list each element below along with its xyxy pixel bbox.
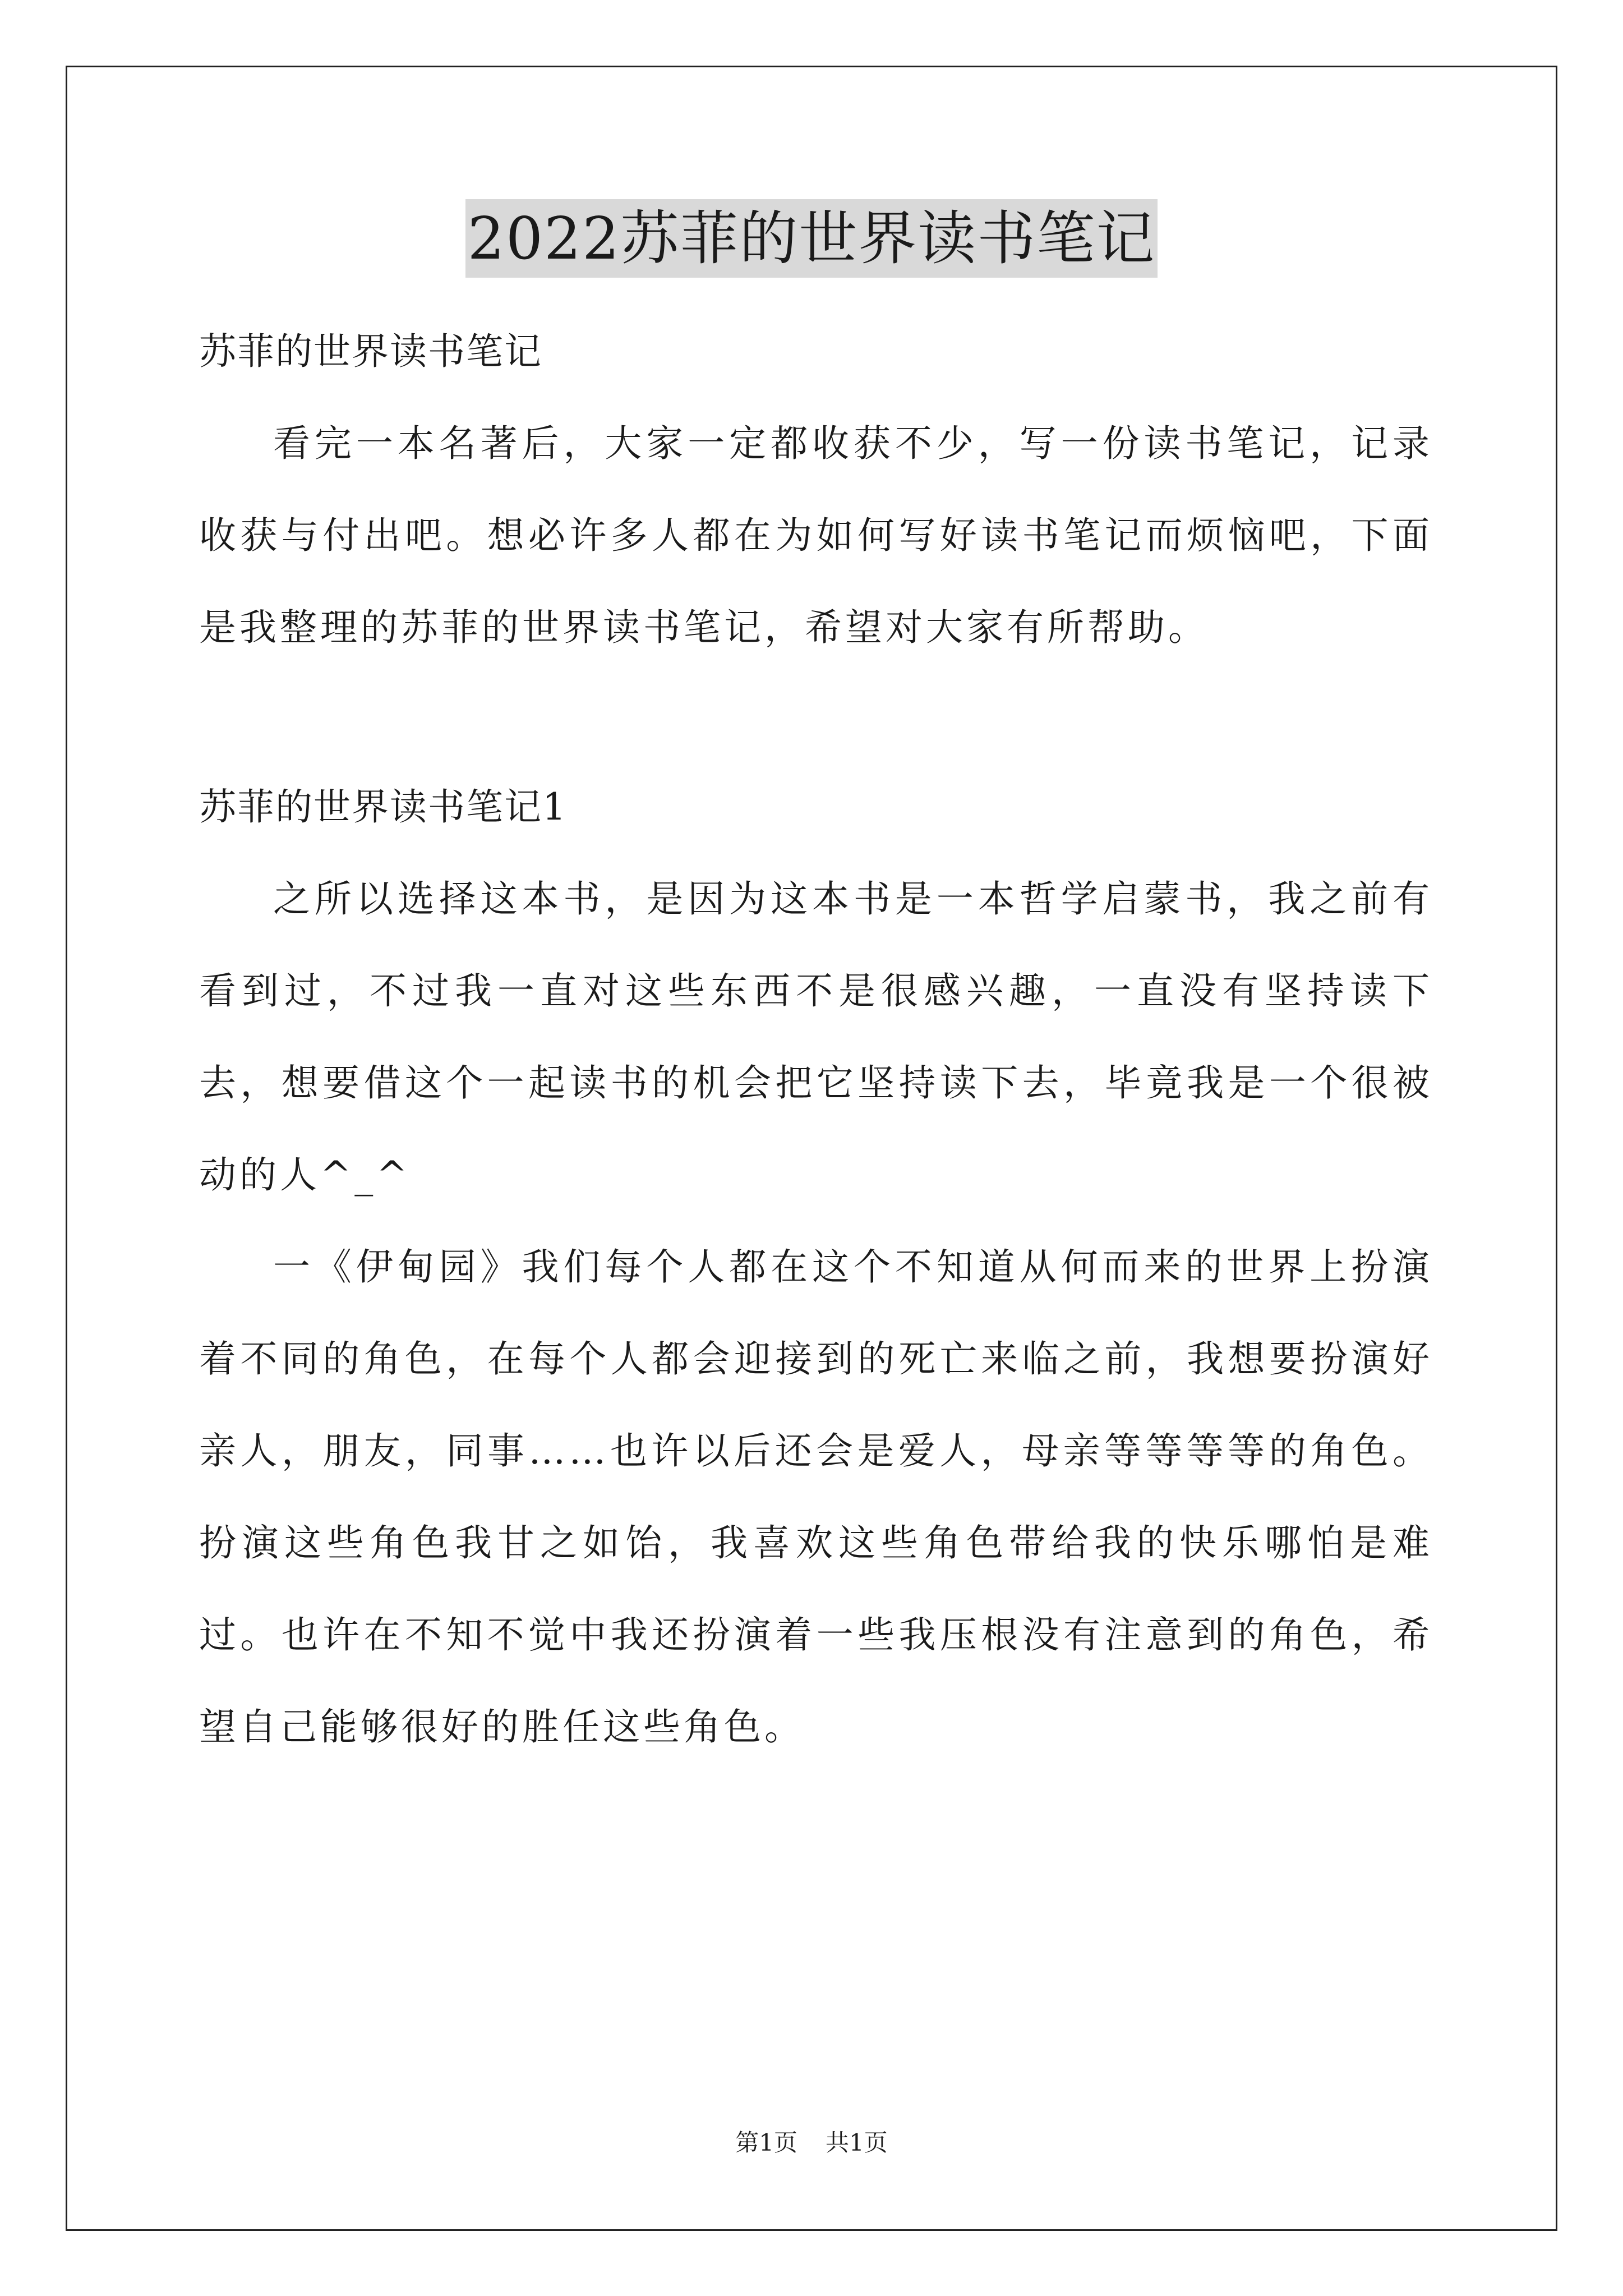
section-spacer bbox=[199, 674, 1433, 761]
document-title: 2022苏菲的世界读书笔记 bbox=[465, 199, 1158, 278]
page-footer bbox=[0, 2126, 1623, 2160]
page-number: 第1页 bbox=[735, 2129, 797, 2156]
document-body bbox=[199, 306, 1433, 1773]
section1-paragraph-2: 一《伊甸园》我们每个人都在这个不知道从何而来的世界上扮演着不同的角色，在每个人都会迎接到的死亡来临之前，我想要扮演好亲人，朋友，同事……也许以后还会是爱人，母亲等等等等的角色。扮演这些角色我甘之如饴，我喜欢这些角色带给我的快乐哪怕是难过。也许在不知不觉中我还扮演着一些我压根没有注意到的角色，希望自己能够很好的胜任这些角色。 bbox=[199, 1245, 1433, 1749]
page-total: 共1页 bbox=[826, 2129, 888, 2156]
section1-heading: 苏菲的世界读书笔记1 bbox=[199, 785, 567, 829]
intro-heading: 苏菲的世界读书笔记 bbox=[199, 330, 542, 373]
section1-paragraph-1: 之所以选择这本书，是因为这本书是一本哲学启蒙书，我之前有看到过，不过我一直对这些东西不是很感兴趣，一直没有坚持读下去，想要借这个一起读书的机会把它坚持读下去，毕竟我是一个很被动的人^_^ bbox=[199, 877, 1433, 1197]
title-container bbox=[0, 199, 1623, 278]
intro-paragraph: 看完一本名著后，大家一定都收获不少，写一份读书笔记，记录收获与付出吧。想必许多人都在为如何写好读书笔记而烦恼吧，下面是我整理的苏菲的世界读书笔记，希望对大家有所帮助。 bbox=[199, 422, 1433, 649]
